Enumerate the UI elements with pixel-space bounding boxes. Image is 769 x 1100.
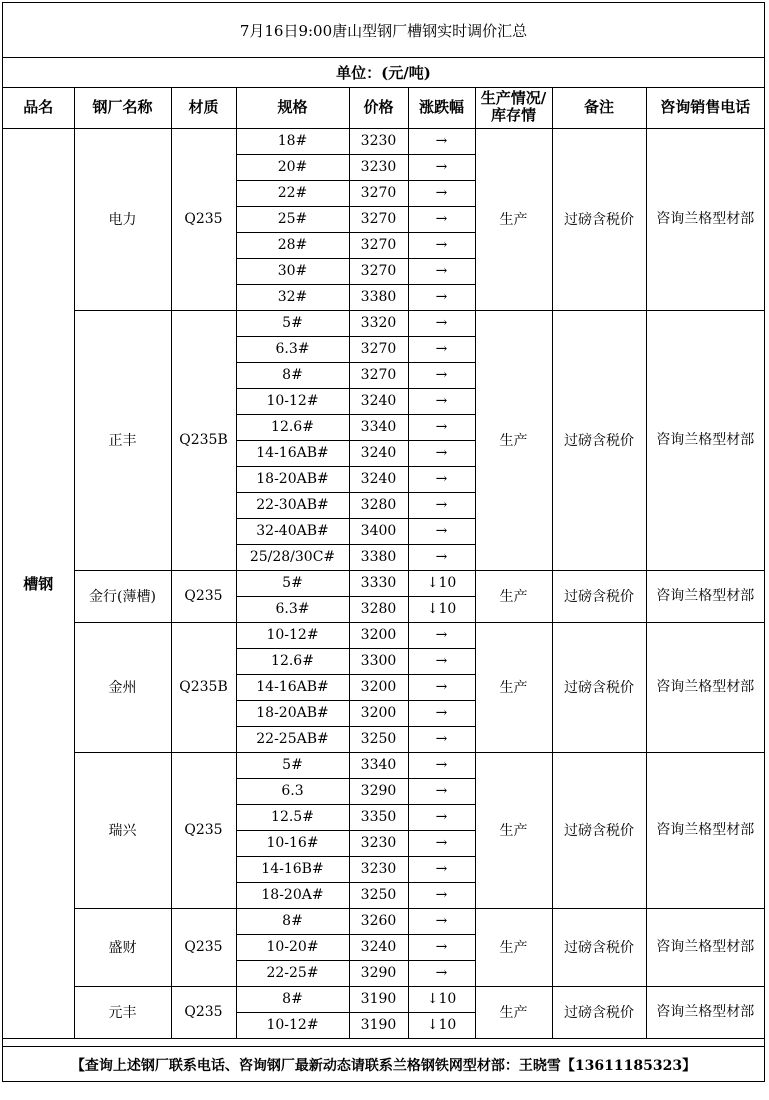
change-cell: → — [408, 856, 475, 882]
spec-cell: 5# — [236, 570, 349, 596]
change-cell: → — [408, 622, 475, 648]
spec-cell: 12.5# — [236, 804, 349, 830]
spec-cell: 6.3 — [236, 778, 349, 804]
material-cell: Q235 — [171, 908, 236, 986]
change-cell: ↓10 — [408, 986, 475, 1012]
price-cell: 3380 — [349, 544, 408, 570]
price-table — [3, 87, 764, 1039]
material-cell: Q235 — [171, 128, 236, 310]
remark-cell: 过磅含税价 — [552, 752, 646, 908]
spec-cell: 25# — [236, 206, 349, 232]
price-cell: 3340 — [349, 752, 408, 778]
price-cell: 3200 — [349, 622, 408, 648]
spec-cell: 22-25AB# — [236, 726, 349, 752]
spec-cell: 18-20AB# — [236, 700, 349, 726]
spec-cell: 12.6# — [236, 648, 349, 674]
spec-cell: 32# — [236, 284, 349, 310]
mill-name-cell: 元丰 — [74, 986, 171, 1038]
change-cell: ↓10 — [408, 596, 475, 622]
spec-cell: 6.3# — [236, 596, 349, 622]
price-cell: 3190 — [349, 1012, 408, 1038]
change-cell: → — [408, 414, 475, 440]
spec-cell: 14-16AB# — [236, 674, 349, 700]
price-cell: 3270 — [349, 258, 408, 284]
spec-cell: 10-20# — [236, 934, 349, 960]
spec-cell: 30# — [236, 258, 349, 284]
spec-cell: 5# — [236, 310, 349, 336]
header-row — [3, 87, 764, 128]
change-cell: → — [408, 726, 475, 752]
spec-cell: 10-16# — [236, 830, 349, 856]
spec-cell: 10-12# — [236, 388, 349, 414]
contact-cell: 咨询兰格型材部 — [646, 908, 764, 986]
price-cell: 3240 — [349, 440, 408, 466]
price-cell: 3300 — [349, 648, 408, 674]
price-cell: 3380 — [349, 284, 408, 310]
price-cell: 3250 — [349, 726, 408, 752]
table-row — [3, 128, 764, 154]
production-cell: 生产 — [475, 622, 552, 752]
price-cell: 3320 — [349, 310, 408, 336]
contact-cell: 咨询兰格型材部 — [646, 752, 764, 908]
spec-cell: 14-16B# — [236, 856, 349, 882]
change-cell: → — [408, 830, 475, 856]
change-cell: → — [408, 336, 475, 362]
header-remark: 备注 — [552, 87, 646, 128]
spec-cell: 6.3# — [236, 336, 349, 362]
material-cell: Q235 — [171, 570, 236, 622]
footer-note: 【查询上述钢厂联系电话、咨询钢厂最新动态请联系兰格钢铁网型材部：王晓雪【13611185323】 — [3, 1046, 764, 1082]
header-change: 涨跌幅 — [408, 87, 475, 128]
mill-name-cell: 盛财 — [74, 908, 171, 986]
change-cell: → — [408, 440, 475, 466]
price-cell: 3240 — [349, 388, 408, 414]
table-row — [3, 752, 764, 778]
spec-cell: 28# — [236, 232, 349, 258]
change-cell: → — [408, 388, 475, 414]
material-cell: Q235B — [171, 310, 236, 570]
remark-cell: 过磅含税价 — [552, 570, 646, 622]
change-cell: → — [408, 128, 475, 154]
spec-cell: 32-40AB# — [236, 518, 349, 544]
table-row — [3, 570, 764, 596]
spec-cell: 12.6# — [236, 414, 349, 440]
production-cell: 生产 — [475, 752, 552, 908]
price-sheet — [2, 2, 765, 1082]
change-cell: → — [408, 674, 475, 700]
price-cell: 3270 — [349, 206, 408, 232]
price-cell: 3340 — [349, 414, 408, 440]
spec-cell: 14-16AB# — [236, 440, 349, 466]
spec-cell: 10-12# — [236, 622, 349, 648]
table-row — [3, 622, 764, 648]
change-cell: → — [408, 934, 475, 960]
remark-cell: 过磅含税价 — [552, 986, 646, 1038]
production-cell: 生产 — [475, 570, 552, 622]
header-production: 生产情况/库存情 — [475, 87, 552, 128]
spec-cell: 20# — [236, 154, 349, 180]
price-cell: 3350 — [349, 804, 408, 830]
change-cell: → — [408, 908, 475, 934]
spec-cell: 18-20AB# — [236, 466, 349, 492]
price-cell: 3270 — [349, 232, 408, 258]
mill-name-cell: 电力 — [74, 128, 171, 310]
price-cell: 3250 — [349, 882, 408, 908]
change-cell: → — [408, 466, 475, 492]
change-cell: → — [408, 804, 475, 830]
production-cell: 生产 — [475, 908, 552, 986]
change-cell: ↓10 — [408, 570, 475, 596]
price-cell: 3280 — [349, 492, 408, 518]
material-cell: Q235 — [171, 752, 236, 908]
mill-name-cell: 金行(薄槽) — [74, 570, 171, 622]
price-cell: 3330 — [349, 570, 408, 596]
price-cell: 3230 — [349, 128, 408, 154]
table-row — [3, 908, 764, 934]
remark-cell: 过磅含税价 — [552, 128, 646, 310]
table-body — [3, 87, 764, 1038]
change-cell: → — [408, 154, 475, 180]
header-contact: 咨询销售电话 — [646, 87, 764, 128]
production-cell: 生产 — [475, 986, 552, 1038]
mill-name-cell: 金州 — [74, 622, 171, 752]
price-cell: 3280 — [349, 596, 408, 622]
price-cell: 3230 — [349, 154, 408, 180]
mill-name-cell: 正丰 — [74, 310, 171, 570]
change-cell: → — [408, 206, 475, 232]
price-cell: 3260 — [349, 908, 408, 934]
price-cell: 3290 — [349, 778, 408, 804]
table-row — [3, 986, 764, 1012]
sheet-title: 7月16日9:00唐山型钢厂槽钢实时调价汇总 — [3, 3, 764, 58]
spec-cell: 25/28/30C# — [236, 544, 349, 570]
production-cell: 生产 — [475, 128, 552, 310]
change-cell: → — [408, 700, 475, 726]
change-cell: → — [408, 492, 475, 518]
price-cell: 3270 — [349, 336, 408, 362]
remark-cell: 过磅含税价 — [552, 310, 646, 570]
material-cell: Q235B — [171, 622, 236, 752]
price-cell: 3200 — [349, 674, 408, 700]
contact-cell: 咨询兰格型材部 — [646, 570, 764, 622]
spec-cell: 5# — [236, 752, 349, 778]
price-cell: 3200 — [349, 700, 408, 726]
header-mill: 钢厂名称 — [74, 87, 171, 128]
contact-cell: 咨询兰格型材部 — [646, 310, 764, 570]
change-cell: → — [408, 752, 475, 778]
change-cell: ↓10 — [408, 1012, 475, 1038]
change-cell: → — [408, 544, 475, 570]
price-cell: 3240 — [349, 466, 408, 492]
spec-cell: 22# — [236, 180, 349, 206]
spec-cell: 18-20A# — [236, 882, 349, 908]
change-cell: → — [408, 882, 475, 908]
change-cell: → — [408, 778, 475, 804]
change-cell: → — [408, 648, 475, 674]
spec-cell: 8# — [236, 908, 349, 934]
mill-name-cell: 瑞兴 — [74, 752, 171, 908]
price-cell: 3400 — [349, 518, 408, 544]
product-name-cell: 槽钢 — [3, 128, 74, 1038]
change-cell: → — [408, 258, 475, 284]
spec-cell: 22-30AB# — [236, 492, 349, 518]
price-cell: 3230 — [349, 856, 408, 882]
header-spec: 规格 — [236, 87, 349, 128]
unit-label: 单位：(元/吨) — [3, 58, 764, 88]
price-cell: 3240 — [349, 934, 408, 960]
spec-cell: 10-12# — [236, 1012, 349, 1038]
change-cell: → — [408, 232, 475, 258]
change-cell: → — [408, 960, 475, 986]
contact-cell: 咨询兰格型材部 — [646, 986, 764, 1038]
spec-cell: 18# — [236, 128, 349, 154]
change-cell: → — [408, 180, 475, 206]
remark-cell: 过磅含税价 — [552, 622, 646, 752]
change-cell: → — [408, 362, 475, 388]
spec-cell: 8# — [236, 986, 349, 1012]
production-cell: 生产 — [475, 310, 552, 570]
price-cell: 3230 — [349, 830, 408, 856]
contact-cell: 咨询兰格型材部 — [646, 128, 764, 310]
material-cell: Q235 — [171, 986, 236, 1038]
header-product: 品名 — [3, 87, 74, 128]
change-cell: → — [408, 310, 475, 336]
spec-cell: 8# — [236, 362, 349, 388]
table-row — [3, 310, 764, 336]
price-cell: 3270 — [349, 180, 408, 206]
header-price: 价格 — [349, 87, 408, 128]
spec-cell: 22-25# — [236, 960, 349, 986]
price-cell: 3290 — [349, 960, 408, 986]
header-material: 材质 — [171, 87, 236, 128]
change-cell: → — [408, 518, 475, 544]
remark-cell: 过磅含税价 — [552, 908, 646, 986]
change-cell: → — [408, 284, 475, 310]
contact-cell: 咨询兰格型材部 — [646, 622, 764, 752]
price-cell: 3270 — [349, 362, 408, 388]
price-cell: 3190 — [349, 986, 408, 1012]
